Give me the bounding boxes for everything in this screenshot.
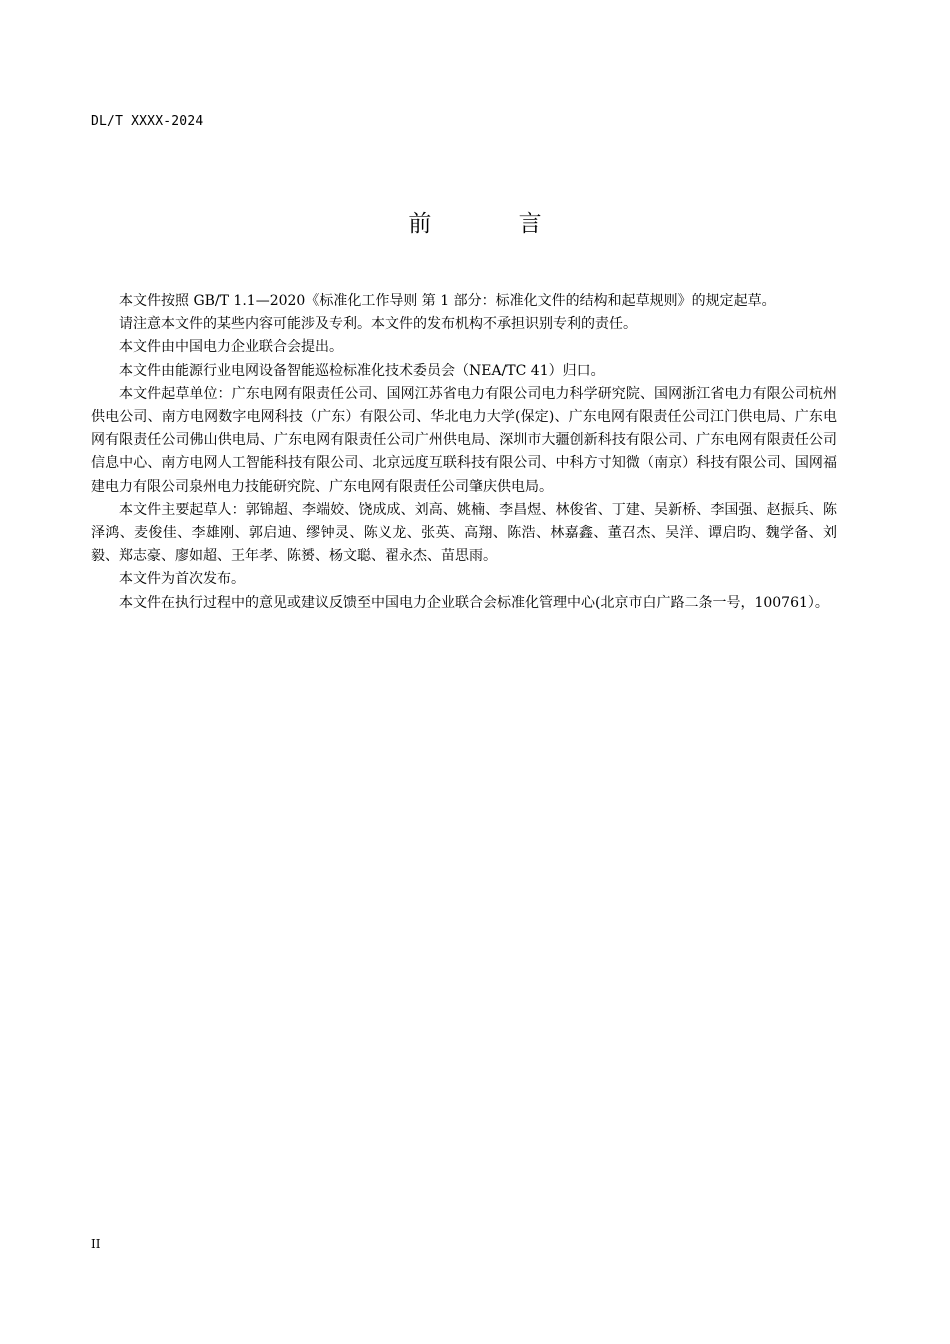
standard-code: DL/T XXXX-2024 (91, 114, 204, 129)
paragraph-technical-committee: 本文件由能源行业电网设备智能巡检标准化技术委员会（NEA/TC 41）归口。 (119, 362, 605, 379)
foreword-body (91, 290, 837, 615)
page-number: II (91, 1237, 101, 1251)
page-title: 前 言 (408, 211, 582, 237)
paragraph-drafting-rules: 本文件按照 GB/T 1.1—2020《标准化工作导则 第 1 部分：标准化文件的结构和起草规则》的规定起草。 (119, 293, 776, 309)
paragraph-first-release: 本文件为首次发布。 (119, 571, 245, 588)
paragraph-main-drafters: 本文件主要起草人：郭锦超、李端姣、饶成成、刘高、姚楠、李昌煜、林俊省、丁建、吴新桥、李国强、赵振兵、陈泽鸿、麦俊佳、李雄刚、郭启迪、缪钟灵、陈义龙、张英、高翔、陈浩、林嘉鑫、董召杰、吴洋、谭启昀、魏学备、刘毅、郑志豪、廖如超、王年孝、陈赟、杨文聪、翟永杰、苗思雨。 (91, 501, 837, 565)
paragraph-patent-notice: 请注意本文件的某些内容可能涉及专利。本文件的发布机构不承担识别专利的责任。 (119, 316, 637, 333)
paragraph-proposer: 本文件由中国电力企业联合会提出。 (119, 339, 343, 356)
paragraph-feedback-contact: 本文件在执行过程中的意见或建议反馈至中国电力企业联合会标准化管理中心(北京市白广路二条一号，100761）。 (119, 594, 829, 611)
paragraph-drafting-organizations: 本文件起草单位：广东电网有限责任公司、国网江苏省电力有限公司电力科学研究院、国网浙江省电力有限公司杭州供电公司、南方电网数字电网科技（广东）有限公司、华北电力大学(保定)、广东电网有限责任公司江门供电局、广东电网有限责任公司佛山供电局、广东电网有限责任公司广州供电局、深圳市大疆创新科技有限公司、广东电网有限责任公司信息中心、南方电网人工智能科技有限公司、北京远度互联科技有限公司、中科方寸知微（南京）科技有限公司、国网福建电力有限公司泉州电力技能研究院、广东电网有限责任公司肇庆供电局。 (91, 385, 837, 495)
